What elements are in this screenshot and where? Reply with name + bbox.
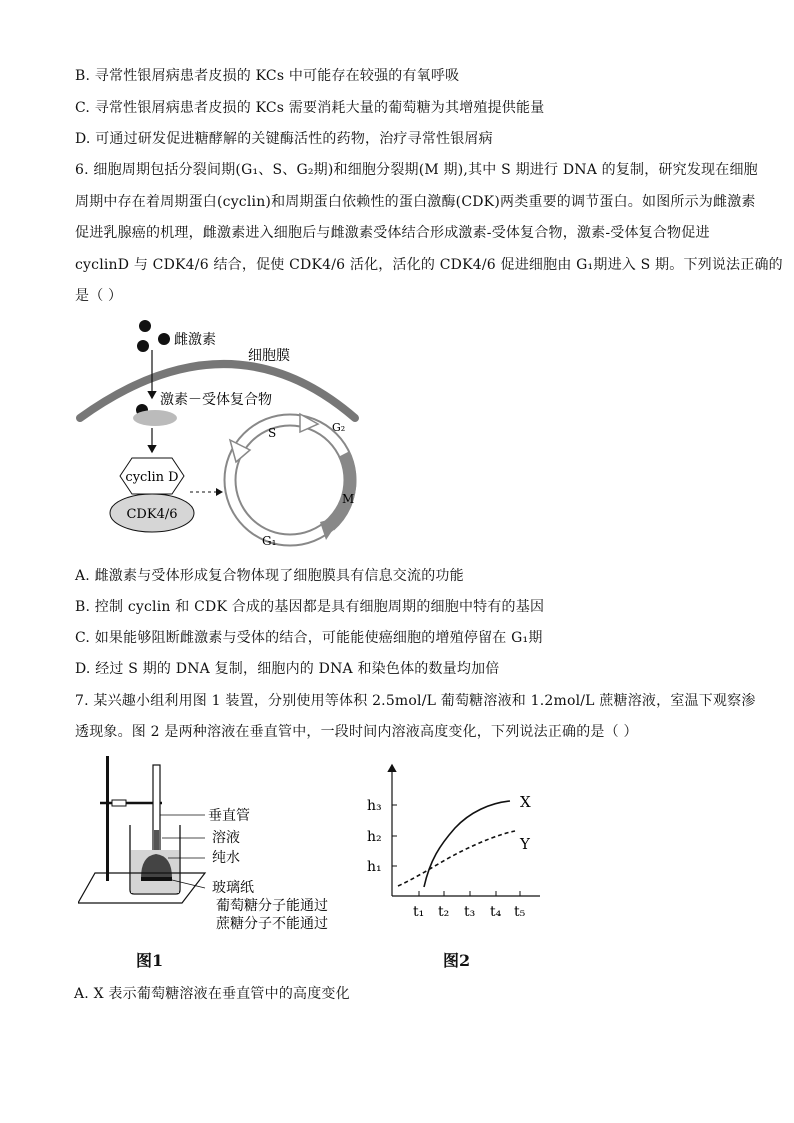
q6-stem-line: cyclinD 与 CDK4/6 结合，促使 CDK4/6 活化，活化的 CDK4/6 促进细胞由 G₁期进入 S 期。下列说法正确的 <box>75 257 783 273</box>
height-time-chart <box>360 755 560 925</box>
q6-stem-line: 周期中存在着周期蛋白(cyclin)和周期蛋白依赖性的蛋白激酶(CDK)两类重要的调节蛋白。如图所示为雌激素 <box>75 194 756 210</box>
water-label: 纯水 <box>212 850 240 866</box>
series-x-line <box>424 801 510 887</box>
x-tick-label: t₄ <box>490 904 502 920</box>
x-tick-label: t₅ <box>514 904 526 920</box>
estrogen-label: 雌激素 <box>174 332 216 348</box>
phase-g1-label: G₁ <box>262 534 277 548</box>
q6-option-c: C. 如果能够阻断雌激素与受体的结合，可能能使癌细胞的增殖停留在 G₁期 <box>75 630 543 646</box>
estrogen-mechanism-diagram <box>70 310 390 560</box>
receptor-shape <box>133 410 177 426</box>
x-tick-label: t₃ <box>464 904 476 920</box>
figure2-caption: 图2 <box>443 951 471 970</box>
solution-label: 溶液 <box>212 830 240 846</box>
phase-g2-label: G₂ <box>332 421 346 434</box>
x-tick-label: t₂ <box>438 904 450 920</box>
cdk-label: CDK4/6 <box>126 507 178 522</box>
q6-stem-line: 促进乳腺癌的机理，雌激素进入细胞后与雌激素受体结合形成激素-受体复合物，激素-受体复合物促进 <box>75 225 710 241</box>
sucrose-note: 蔗糖分子不能通过 <box>216 916 328 932</box>
series-y-line <box>398 831 515 886</box>
estrogen-dot <box>137 340 149 352</box>
q7-stem-line: 透现象。图 2 是两种溶液在垂直管中，一段时间内溶液高度变化，下列说法正确的是（ ） <box>75 724 638 740</box>
q5-option-c: C. 寻常性银屑病患者皮损的 KCs 需要消耗大量的葡萄糖为其增殖提供能量 <box>75 100 545 116</box>
series-y-label: Y <box>520 835 530 853</box>
y-tick-label: h₁ <box>367 859 382 875</box>
osmosis-apparatus-figure <box>78 750 368 935</box>
membrane-label: 细胞膜 <box>248 348 290 364</box>
stand-rod <box>106 756 109 881</box>
q7-stem-line: 7. 某兴趣小组利用图 1 装置，分别使用等体积 2.5mol/L 葡萄糖溶液和 1.2mol/L 蔗糖溶液，室温下观察渗 <box>75 693 756 709</box>
cellophane-label: 玻璃纸 <box>212 880 254 896</box>
figure1-caption: 图1 <box>136 951 164 970</box>
q6-stem-line: 是（ ） <box>75 288 123 304</box>
q5-option-d: D. 可通过研发促进糖酵解的关键酶活性的药物，治疗寻常性银屑病 <box>75 131 493 147</box>
x-tick-label: t₁ <box>413 904 425 920</box>
phase-s-label: S <box>268 426 277 440</box>
m-phase-arc <box>330 454 350 526</box>
q6-option-b: B. 控制 cyclin 和 CDK 合成的基因都是具有细胞周期的细胞中特有的基因 <box>75 599 545 615</box>
q6-stem-line: 6. 细胞周期包括分裂间期(G₁、S、G₂期)和细胞分裂期(M 期),其中 S 期进行 DNA 的复制，研究发现在细胞 <box>75 162 758 178</box>
series-x-label: X <box>520 793 531 811</box>
estrogen-dot <box>139 320 151 332</box>
glucose-note: 葡萄糖分子能通过 <box>216 898 328 914</box>
cyclin-d-label: cyclin D <box>125 470 179 485</box>
estrogen-dot <box>158 333 170 345</box>
phase-m-label: M <box>342 492 355 506</box>
y-tick-label: h₂ <box>367 829 382 845</box>
complex-label: 激素－受体复合物 <box>160 392 272 408</box>
q5-option-b: B. 寻常性银屑病患者皮损的 KCs 中可能存在较强的有氧呼吸 <box>75 68 460 84</box>
q6-option-a: A. 雌激素与受体形成复合物体现了细胞膜具有信息交流的功能 <box>75 568 464 584</box>
q6-option-d: D. 经过 S 期的 DNA 复制，细胞内的 DNA 和染色体的数量均加倍 <box>75 661 500 677</box>
q7-option-a: A. X 表示葡萄糖溶液在垂直管中的高度变化 <box>74 986 350 1002</box>
tube-label: 垂直管 <box>208 808 250 824</box>
cell-membrane <box>80 364 355 418</box>
y-tick-label: h₃ <box>367 798 382 814</box>
